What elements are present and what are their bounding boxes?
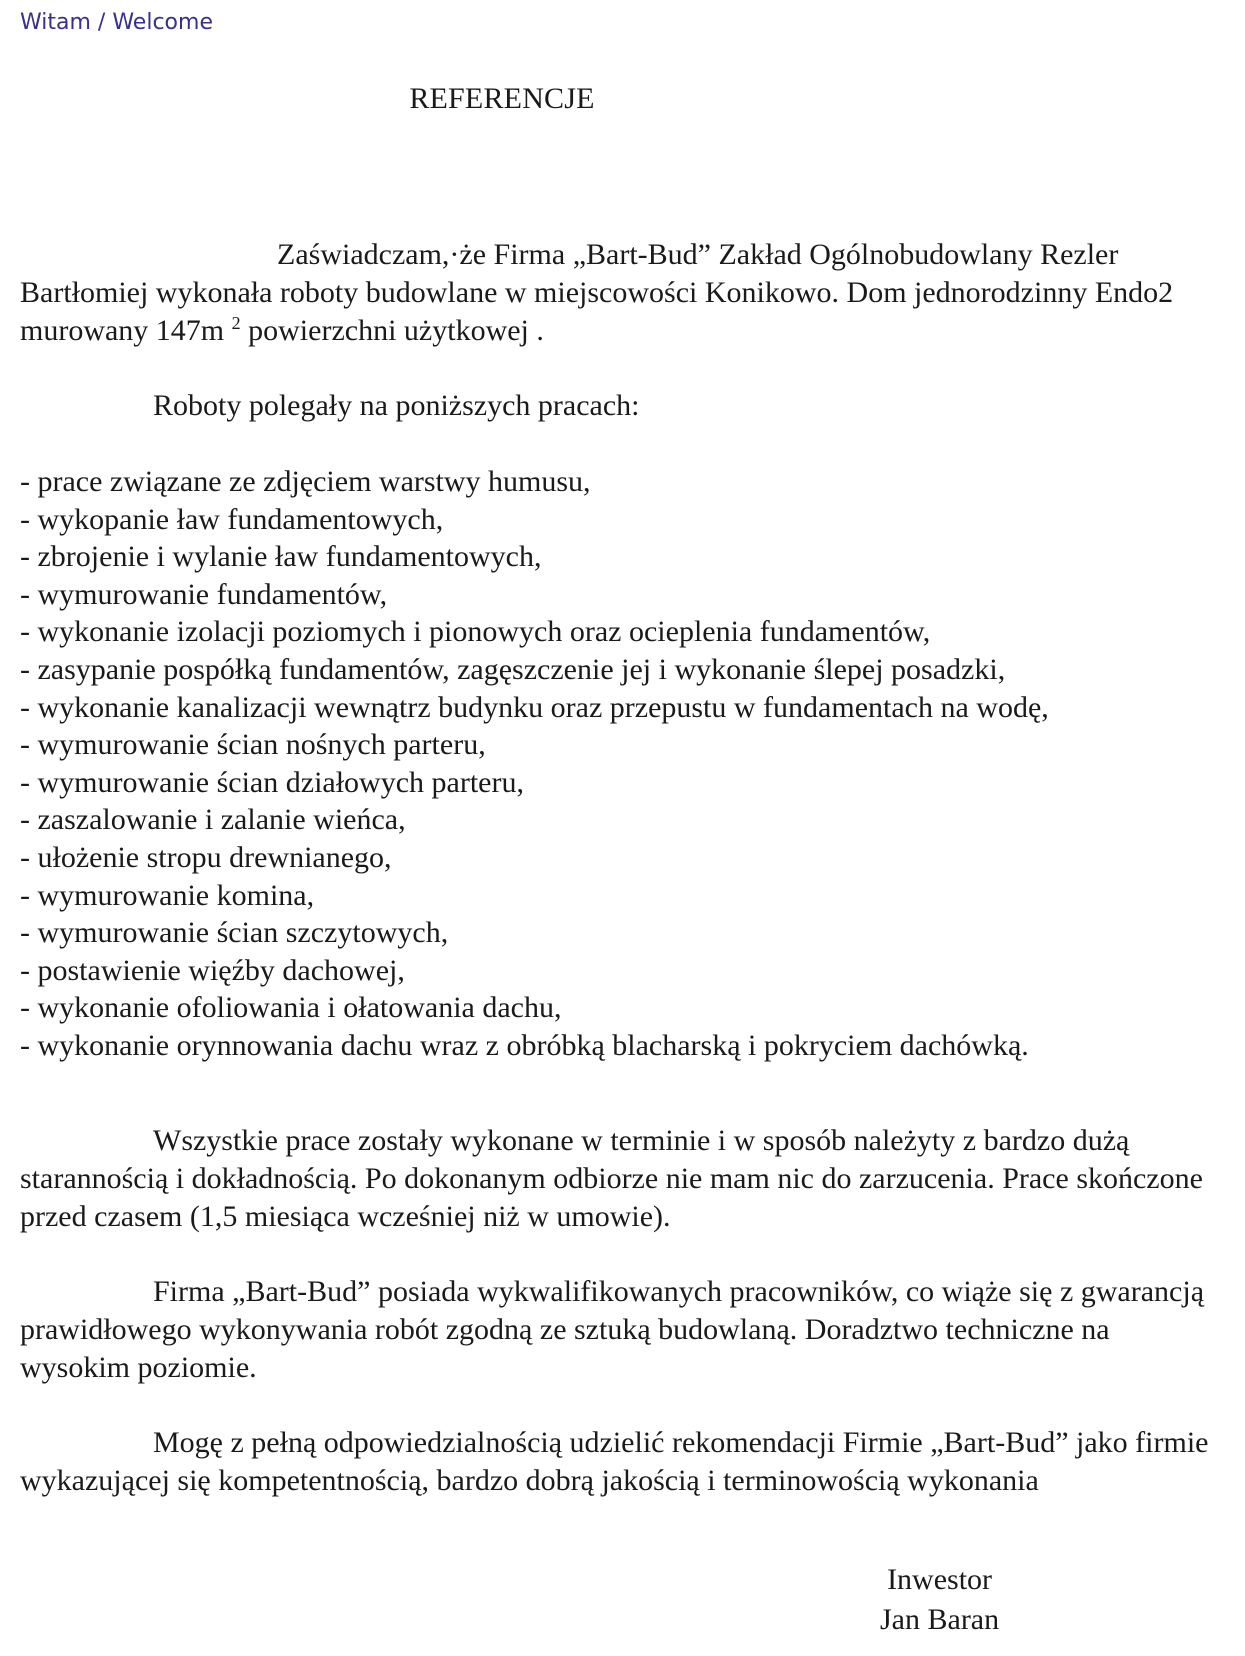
- list-item: - wykonanie orynnowania dachu wraz z obróbką blacharską i pokryciem dachówką.: [20, 1028, 1029, 1062]
- list-item: - wymurowanie ścian nośnych parteru,: [20, 728, 486, 762]
- list-item: - zasypanie pospółką fundamentów, zagęszczenie jej i wykonanie ślepej posadzki,: [20, 652, 1006, 686]
- signature-role: Inwestor: [887, 1563, 993, 1596]
- signature-name: Jan Baran: [880, 1603, 1000, 1636]
- quality-paragraph: Wszystkie prace zostały wykonane w terminie i w sposób należyty z bardzo dużą starannością i dokładnością. Po dokonanym odbiorze nie mam nic do zarzucenia. Prace skończone przed czasem (1,5 miesiąca wcześniej niż w umowie).: [20, 1124, 1203, 1233]
- reference-letter: [20, 0, 1225, 1656]
- list-item: - wykonanie izolacji poziomych i pionowych oraz ocieplenia fundamentów,: [20, 615, 931, 649]
- breadcrumb-home-link[interactable]: Witam: [20, 10, 91, 35]
- list-item: - zaszalowanie i zalanie wieńca,: [20, 803, 406, 837]
- list-item: - zbrojenie i wylanie ław fundamentowych,: [20, 540, 542, 574]
- intro-text-end: powierzchni użytkowej .: [240, 314, 544, 347]
- list-item: - wymurowanie fundamentów,: [20, 577, 388, 611]
- staff-paragraph: Firma „Bart-Bud” posiada wykwalifikowanych pracowników, co wiąże się z gwarancją prawidłowego wykonywania robót zgodną ze sztuką budowlaną. Doradztwo techniczne na wysokim poziomie.: [20, 1275, 1205, 1384]
- list-item: - prace związane ze zdjęciem warstwy humusu,: [20, 465, 591, 498]
- list-item: - wymurowanie komina,: [20, 878, 315, 912]
- list-item: - wymurowanie ścian szczytowych,: [20, 916, 449, 950]
- breadcrumb-welcome-link[interactable]: Welcome: [112, 10, 213, 35]
- intro-paragraph: [20, 236, 1225, 350]
- list-item: - wykonanie ofoliowania i ołatowania dachu,: [20, 991, 562, 1025]
- list-item: - ułożenie stropu drewnianego,: [20, 840, 392, 874]
- list-item: - wykonanie kanalizacji wewnątrz budynku oraz przepustu w fundamentach na wodę,: [20, 690, 1049, 724]
- list-item: - wykopanie ław fundamentowych,: [20, 502, 444, 536]
- intro-text: Zaświadczam,·że Firma „Bart-Bud” Zakład Ogólnobudowlany Rezler Bartłomiej wykonała roboty budowlane w miejscowości Konikowo. Dom jednorodzinny Endo2 murowany 147m: [20, 238, 1174, 347]
- task-list: [20, 463, 1049, 1065]
- recommendation-paragraph: Mogę z pełną odpowiedzialnością udzielić rekomendacji Firmie „Bart-Bud” jako firmie wykazującej się kompetentnością, bardzo dobrą jakością i terminowością wykonania: [20, 1426, 1209, 1497]
- signature-block: [880, 1560, 999, 1640]
- breadcrumb-separator: /: [97, 10, 106, 35]
- area-superscript: 2: [231, 313, 241, 333]
- document-title: REFERENCJE: [409, 82, 595, 115]
- list-item: - postawienie więźby dachowej,: [20, 953, 405, 987]
- works-intro: Roboty polegały na poniższych pracach:: [153, 389, 640, 422]
- list-item: - wymurowanie ścian działowych parteru,: [20, 765, 524, 799]
